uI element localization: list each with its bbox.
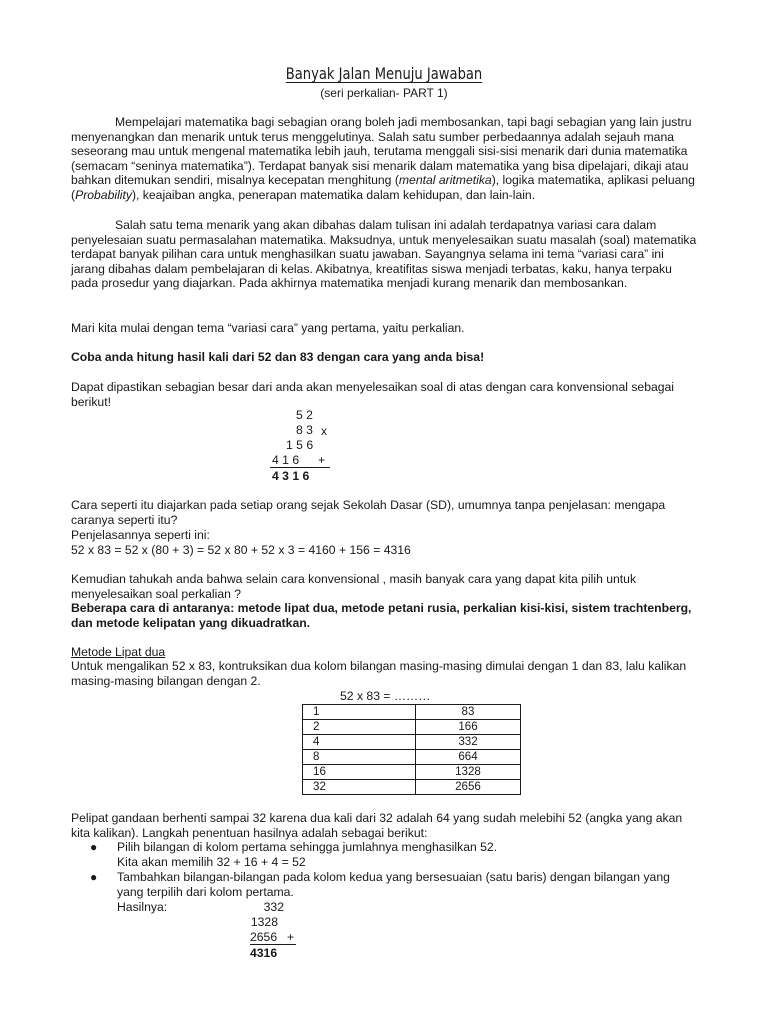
conv-line-3: 1 5 6	[286, 438, 314, 452]
explanation-paragraph-2: Kemudian tahukah anda bahwa selain cara konvensional , masih banyak cara yang dapat kita pilih untuk menyelesaikan soal perkalian ?	[71, 572, 637, 601]
hasil-label: Hasilnya:	[117, 900, 168, 914]
table-cell-value: 332	[416, 735, 521, 750]
sum-total: 4316	[250, 946, 278, 960]
conv-result: 4 3 1 6	[272, 469, 310, 483]
table-row	[303, 750, 521, 765]
doubling-table	[302, 704, 521, 795]
p1-text-a: Mempelajari matematika bagi sebagian orang boleh jadi membosankan, tapi bagi sebagian yang lain justru menyenangkan dan menarik untuk terus menggelutinya. Salah satu sumber perbedaannya adalah sejauh mana seseorang mau untuk mengenal matematika lebih jauh, terutama menggali sisi-sisi menarik dari dunia matematika (semacam “seninya matematika”). Terdapat banyak sisi menarik dalam matematika yang bisa dipelajari, dikaji atau bahkan ditemukan sendiri, misalnya kecepatan menghitung (	[71, 115, 692, 188]
p1-emphasis-probability: Probability	[75, 187, 132, 202]
conv-sum-line	[270, 467, 330, 468]
table-cell-value: 1328	[416, 765, 521, 780]
table-row	[303, 720, 521, 735]
conv-line-4: 4 1 6	[272, 453, 300, 467]
table-cell-multiplier: 4	[303, 735, 416, 750]
bullet-2-marker: ●	[90, 870, 98, 884]
p1-text-b: ), logika matematika, aplikasi peluang (	[71, 173, 695, 202]
lipat-dua-paragraph-2: Pelipat gandaan berhenti sampai 32 karena dua kali dari 32 adalah 64 yang sudah melebihi 52 (angka yang akan kita kalikan). Langkah penentuan hasilnya adalah sebagai berikut:	[71, 811, 683, 840]
sum-value-2: 1328	[250, 915, 278, 929]
table-cell-multiplier: 1	[303, 705, 416, 720]
table-cell-value: 83	[416, 705, 521, 720]
table-cell-multiplier: 32	[303, 780, 416, 795]
table-cell-multiplier: 8	[303, 750, 416, 765]
intro-paragraph-2: Salah satu tema menarik yang akan dibahas dalam tulisan ini adalah terdapatnya variasi cara dalam penyelesaian suatu permasalahan matematika. Maksudnya, untuk menyelesaikan suatu masalah (soal) matematika terdapat banyak pilihan cara untuk menghasilkan suatu jawaban. Sayangnya selama ini tema “variasi cara” ini jarang dibahas dalam pembelajaran di kelas. Akibatnya, kreatifitas siswa menjadi terbatas, kaku, hanya terpaku pada prosedur yang diajarkan. Pada akhirnya matematika menjadi kurang menarik dan membosankan.	[71, 218, 697, 291]
document-title: Banyak Jalan Menuju Jawaban	[285, 64, 483, 83]
table-cell-value: 664	[416, 750, 521, 765]
section-heading-lipat-dua: Metode Lipat dua	[71, 645, 166, 659]
explanation-intro: Penjelasannya seperti ini:	[71, 528, 210, 542]
table-row	[303, 765, 521, 780]
table-cell-multiplier: 16	[303, 765, 416, 780]
p1-text-c: ), keajaiban angka, penerapan matematika dalam kehidupan, dan lain-lain.	[131, 187, 536, 202]
bullet-1-subtext: Kita akan memilih 32 + 16 + 4 = 52	[117, 855, 306, 869]
intro-paragraph-1	[71, 115, 699, 203]
bullet-1-text: Pilih bilangan di kolom pertama sehingga jumlahnya menghasilkan 52.	[117, 840, 498, 854]
p1-emphasis-mental-aritmetika: mental aritmetika	[398, 173, 492, 188]
explanation-paragraph-1: Cara seperti itu diajarkan pada setiap orang sejak Sekolah Dasar (SD), umumnya tanpa penjelasan: mengapa caranya seperti itu?	[71, 498, 666, 527]
document-subtitle: (seri perkalian- PART 1)	[320, 86, 448, 100]
table-caption: 52 x 83 = ………	[340, 689, 431, 703]
conv-plus-sign: +	[318, 453, 326, 467]
sum-line	[250, 944, 296, 945]
sum-value-3: 2656	[250, 930, 278, 944]
explanation-formula: 52 x 83 = 52 x (80 + 3) = 52 x 80 + 52 x 3 = 4160 + 156 = 4316	[71, 543, 411, 557]
question-line: Coba anda hitung hasil kali dari 52 dan 83 dengan cara yang anda bisa!	[71, 350, 485, 364]
table-cell-value: 2656	[416, 780, 521, 795]
table-row	[303, 735, 521, 750]
intro-paragraph-4: Dapat dipastikan sebagian besar dari anda akan menyelesaikan soal di atas dengan cara konvensional sebagai berikut!	[71, 380, 675, 409]
conv-line-2: 8 3	[296, 423, 313, 437]
bullet-2-text: Tambahkan bilangan-bilangan pada kolom kedua yang bersesuaian (satu baris) dengan bilangan yang yang terpilih dari kolom pertama.	[117, 870, 670, 899]
sum-plus-sign: +	[287, 930, 295, 944]
table-row	[303, 780, 521, 795]
intro-paragraph-3: Mari kita mulai dengan tema “variasi cara” yang pertama, yaitu perkalian.	[71, 321, 465, 335]
conv-line-1: 5 2	[296, 408, 313, 422]
table-cell-value: 166	[416, 720, 521, 735]
methods-list-paragraph: Beberapa cara di antaranya: metode lipat dua, metode petani rusia, perkalian kisi-kisi, sistem trachtenberg, dan metode kelipatan yang dikuadratkan.	[71, 601, 692, 630]
table-row	[303, 705, 521, 720]
sum-value-1: 332	[263, 900, 284, 914]
bullet-1-marker: ●	[90, 840, 98, 854]
conv-times-sign: x	[321, 424, 328, 438]
lipat-dua-paragraph-1: Untuk mengalikan 52 x 83, kontruksikan dua kolom bilangan masing-masing dimulai dengan 1 dan 83, lalu kalikan masing-masing bilangan dengan 2.	[71, 659, 687, 688]
table-cell-multiplier: 2	[303, 720, 416, 735]
